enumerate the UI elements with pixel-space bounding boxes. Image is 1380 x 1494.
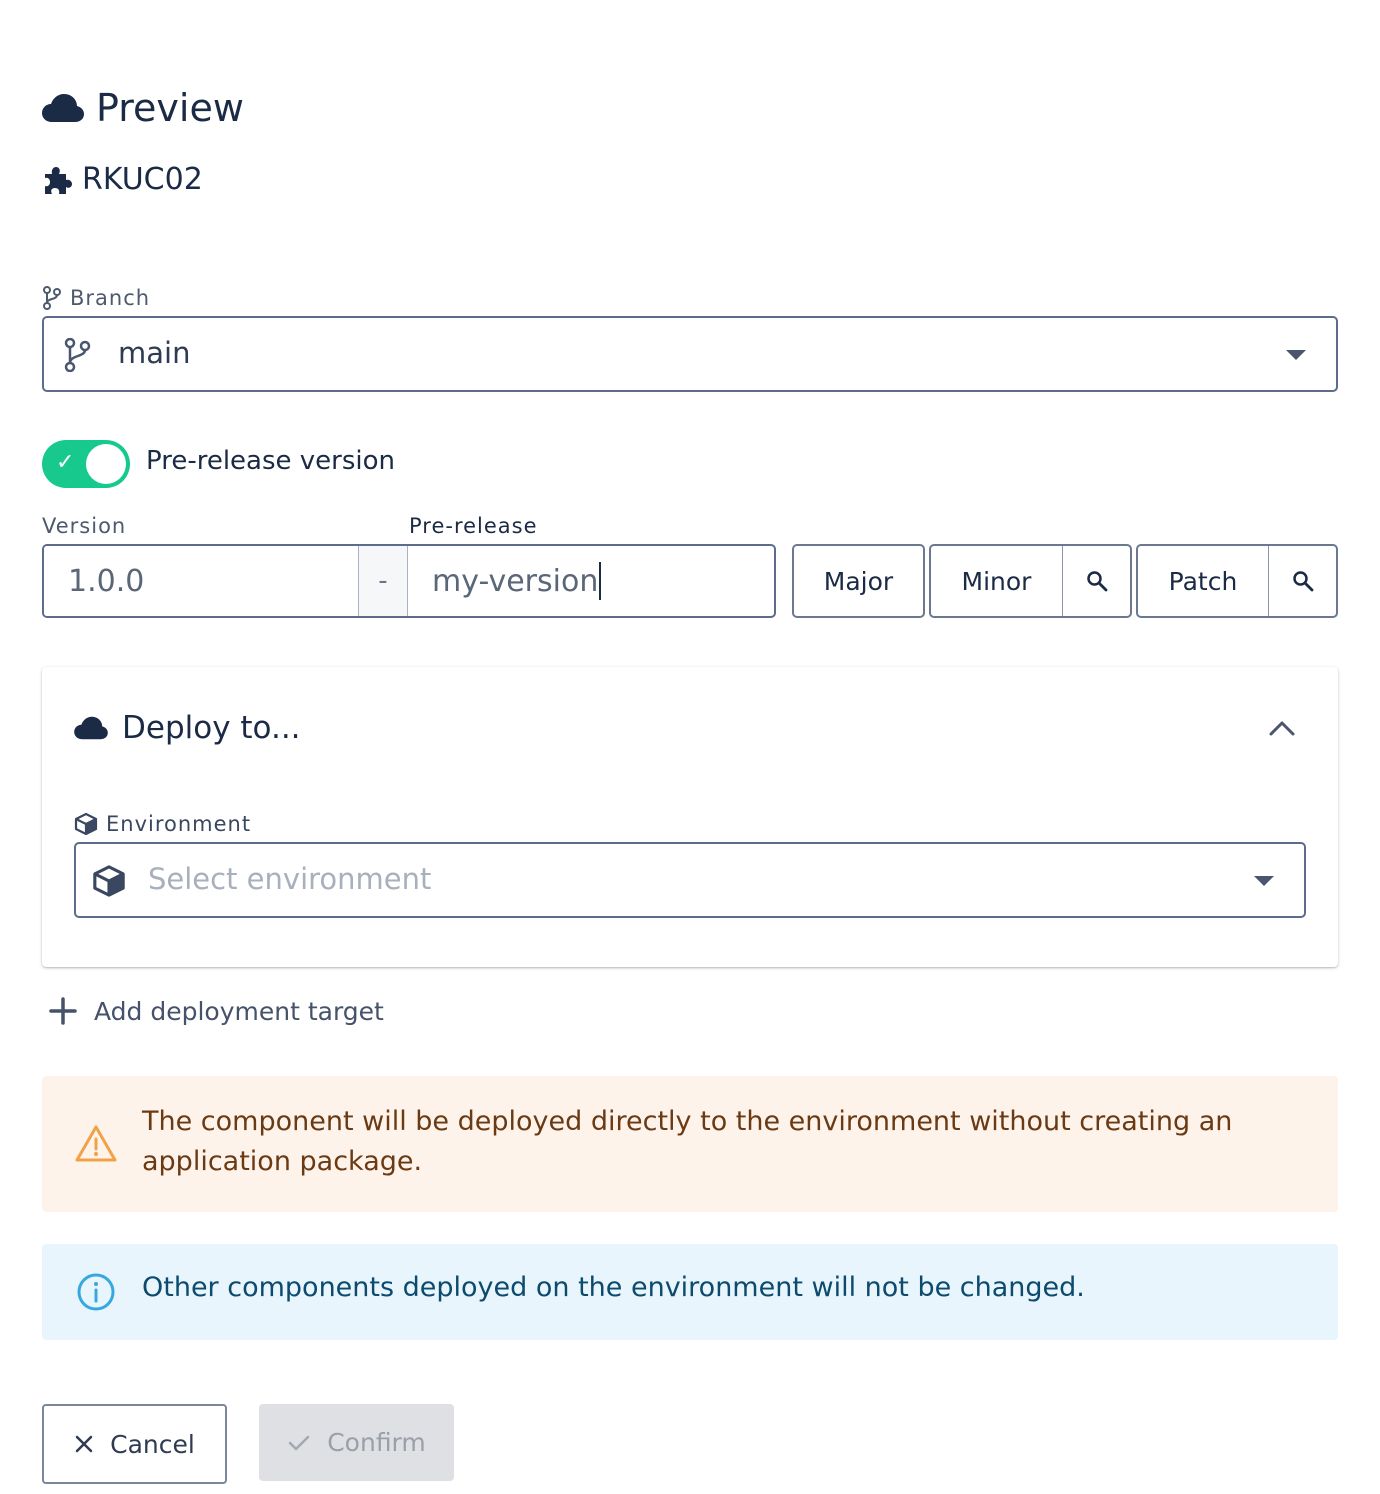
patch-button[interactable]: Patch (1168, 566, 1238, 596)
page-title: Preview (96, 86, 244, 130)
environment-label-text: Environment (106, 812, 252, 836)
warning-icon (74, 1124, 118, 1164)
search-icon (1292, 570, 1314, 592)
text-cursor (599, 562, 601, 600)
puzzle-icon (42, 165, 72, 195)
component-name: RKUC02 (82, 162, 203, 197)
check-icon: ✓ (56, 450, 75, 475)
toggle-knob (86, 444, 126, 484)
deploy-card-header[interactable] (74, 710, 301, 746)
page-header (42, 86, 244, 130)
component-row (42, 162, 203, 197)
info-icon (76, 1272, 116, 1312)
confirm-button[interactable] (259, 1404, 454, 1481)
confirm-button-label: Confirm (327, 1428, 426, 1457)
prerelease-toggle[interactable] (42, 440, 130, 488)
version-input-group (42, 544, 776, 618)
branch-icon (42, 286, 62, 310)
box-icon (92, 864, 126, 898)
minor-button[interactable]: Minor (961, 566, 1032, 596)
environment-label (74, 812, 251, 836)
chevron-down-icon (1254, 876, 1274, 886)
branch-value: main (118, 336, 191, 370)
environment-select[interactable] (74, 842, 1306, 918)
close-icon (74, 1434, 94, 1454)
search-icon (1086, 570, 1108, 592)
cancel-button[interactable] (42, 1404, 227, 1484)
patch-search-button[interactable] (1268, 546, 1336, 616)
prerelease-toggle-label: Pre-release version (146, 446, 396, 476)
check-icon (287, 1433, 311, 1453)
cloud-icon (74, 716, 108, 740)
info-alert (42, 1244, 1338, 1340)
prerelease-label: Pre-release (409, 514, 538, 538)
patch-button-group (1136, 544, 1338, 618)
branch-icon (64, 338, 92, 372)
box-icon (74, 812, 98, 836)
version-input[interactable] (44, 546, 358, 616)
major-button[interactable]: Major (792, 544, 925, 618)
warning-alert (42, 1076, 1338, 1212)
warning-alert-text: The component will be deployed directly to the environment without creating an application package. (142, 1106, 1233, 1177)
version-separator: - (358, 546, 408, 616)
info-alert-text: Other components deployed on the environment will not be changed. (142, 1272, 1085, 1303)
cancel-button-label: Cancel (110, 1429, 195, 1459)
prerelease-value: my-version (432, 563, 599, 599)
prerelease-input[interactable] (408, 546, 774, 616)
branch-select[interactable] (42, 316, 1338, 392)
chevron-up-icon[interactable] (1268, 718, 1296, 738)
environment-placeholder: Select environment (148, 862, 432, 896)
chevron-down-icon (1286, 350, 1306, 360)
cloud-icon (42, 93, 84, 123)
branch-label (42, 286, 150, 310)
add-deployment-target-label: Add deployment target (94, 996, 384, 1026)
minor-search-button[interactable] (1062, 546, 1130, 616)
version-value: 1.0.0 (68, 563, 145, 599)
branch-label-text: Branch (70, 286, 151, 310)
add-deployment-target-button[interactable] (48, 996, 384, 1026)
minor-button-group (929, 544, 1132, 618)
plus-icon (48, 996, 78, 1026)
deploy-card-title: Deploy to... (122, 710, 301, 746)
version-label: Version (42, 514, 127, 538)
